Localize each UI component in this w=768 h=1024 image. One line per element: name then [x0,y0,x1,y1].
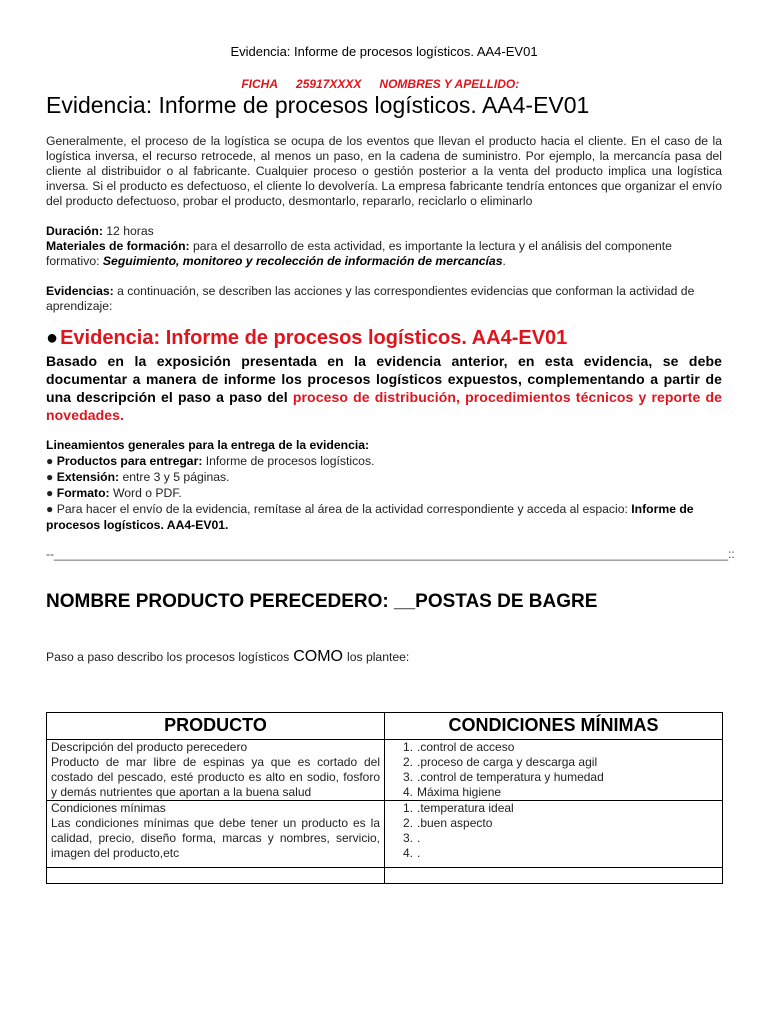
column-header-condiciones: CONDICIONES MÍNIMAS [385,713,723,740]
list-item: 3. .control de temperatura y humedad [402,770,604,784]
section-heading [46,327,567,350]
guideline-send-text: Para hacer el envío de la evidencia, remítase al área de la actividad correspondiente y acceda al espacio: [53,502,632,516]
guideline-item [46,453,726,469]
guideline-text: Informe de procesos logísticos. [202,454,375,468]
table-row [47,740,723,801]
steps-intro-como: COMO [293,648,343,665]
ficha-label: FICHA [241,77,279,91]
cell-text: Las condiciones mínimas que debe tener un producto es la calidad, precio, diseño forma, marcas y nombres, servicio, imagen del producto,etc [51,816,380,860]
duration-label: Duración: [46,224,103,238]
product-name-heading: NOMBRE PRODUCTO PERECEDERO: __POSTAS DE BAGRE [46,591,598,612]
list-item: 1. .control de acceso [402,740,515,754]
table-cell-conditions [385,801,723,868]
steps-intro [46,648,409,666]
conditions-list [389,801,718,861]
table-cell-empty [47,868,385,884]
materials-line [46,239,726,269]
steps-intro-after: los plantee: [346,650,410,664]
guideline-label: Extensión: [56,470,120,484]
bullet-icon: ● [46,502,54,516]
duration-value: 12 horas [102,224,154,238]
guideline-text: Word o PDF. [109,486,182,500]
page-title: Evidencia: Informe de procesos logísticos. AA4-EV01 [46,92,590,118]
list-item: 4. . [402,846,421,860]
conditions-list [389,740,718,800]
list-item: 4. Máxima higiene [402,785,502,799]
section-body-text: Basado en la exposición presentada en la evidencia anterior, en esta evidencia, se debe documentar a manera de informe los procesos logísticos expuestos, complementando a partir de una descripción el paso a paso del [46,353,722,405]
nombres-label: NOMBRES Y APELLIDO: [379,77,520,91]
running-header: Evidencia: Informe de procesos logísticos. AA4-EV01 [230,44,538,59]
guidelines-heading: Lineamientos generales para la entrega de la evidencia: [46,438,370,452]
guideline-label: Productos para entregar: [56,454,203,468]
section-title: Evidencia: Informe de procesos logísticos. AA4-EV01 [60,327,568,349]
table-row [47,801,723,868]
guideline-item [46,485,726,501]
list-item: 1. .temperatura ideal [402,801,514,815]
materials-emph: Seguimiento, monitoreo y recolección de información de mercancías [102,254,503,268]
table-row [47,868,723,884]
section-body [46,352,722,424]
table-header-row [47,713,723,740]
list-item: 2. .proceso de carga y descarga agil [402,755,598,769]
steps-intro-before: Paso a paso describo los procesos logísticos [46,650,290,664]
ficha-value: 25917XXXX [296,77,362,91]
list-item: 3. . [402,831,421,845]
separator-line: --_____________________________________________________________________________________________________:: [46,547,735,561]
materials-label: Materiales de formación: [46,239,190,253]
intro-paragraph: Generalmente, el proceso de la logística se ocupa de los eventos que llevan el producto hacia el cliente. En el caso de la logística inversa, el recurso retrocede, al menos un paso, en la cadena de suministro. Por ejemplo, la mercancía pasa del cliente al distribuidor o al fabricante. Cualquier proceso o gestión posterior a la venta del producto implica una logística inversa. Si el producto es defectuoso, el cliente lo devolvería. La empresa fabricante tendría entonces que organizar el envío del producto defectuoso, probar el producto, desmontarlo, repararlo, reciclarlo o eliminarlo [46,134,722,208]
bullet-icon: ● [46,327,59,349]
bullet-icon: ● [46,486,54,500]
materials-tail: . [502,254,506,268]
guideline-send-emph: Informe de procesos logísticos. AA4-EV01. [46,502,694,532]
cell-title: Descripción del producto perecedero [51,740,248,754]
guideline-item [46,469,726,485]
section-body-red: proceso de distribución, procedimientos técnicos y reporte de novedades. [46,389,722,423]
evidences-text: a continuación, se describen las acciones y las correspondientes evidencias que conforman la actividad de aprendizaje: [46,284,695,313]
duration-materials-block [46,224,726,269]
product-conditions-table [46,712,723,884]
list-item: 2. .buen aspecto [402,816,493,830]
table-cell-empty [385,868,723,884]
bullet-icon: ● [46,470,54,484]
bullet-icon: ● [46,454,54,468]
evidences-paragraph [46,284,722,314]
evidences-label: Evidencias: [46,284,114,298]
guidelines-block [46,437,726,533]
column-header-producto: PRODUCTO [47,713,385,740]
table-cell-product [47,740,385,801]
cell-title: Condiciones mínimas [51,801,166,815]
guideline-text: entre 3 y 5 páginas. [119,470,230,484]
materials-text: para el desarrollo de esta actividad, es importante la lectura y el análisis del componente formativo: [46,239,672,268]
table-cell-product [47,801,385,868]
guideline-label: Formato: [56,486,110,500]
table-cell-conditions [385,740,723,801]
guideline-item [46,501,726,533]
duration-line [46,224,726,239]
cell-text: Producto de mar libre de espinas ya que es cortado del costado del pescado, esté producto es alto en sodio, fosforo y demás nutrientes que aportan a la buena salud [51,755,380,799]
